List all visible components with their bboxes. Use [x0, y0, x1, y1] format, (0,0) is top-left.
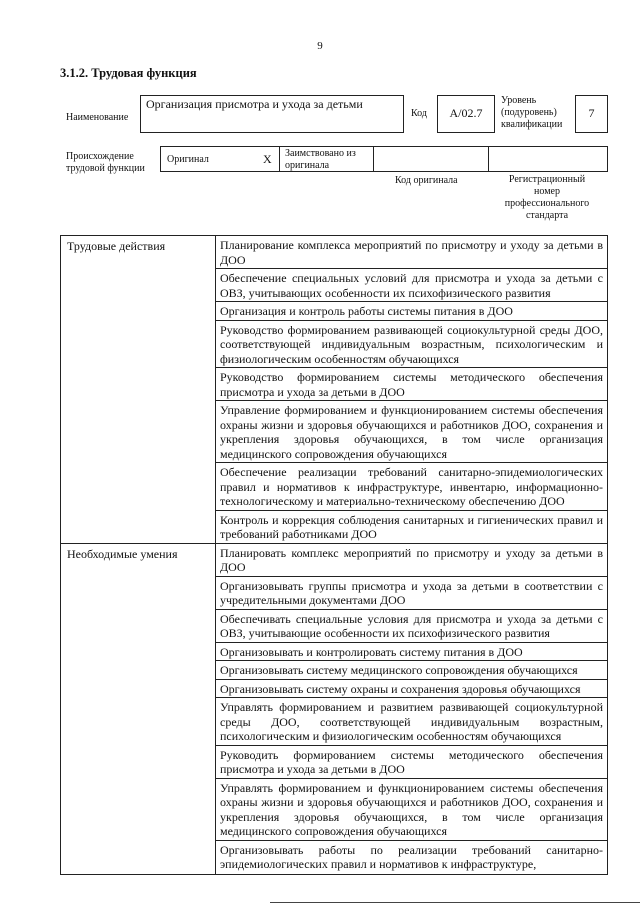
- labor-action-item: Руководство формированием системы методического обеспечения присмотра и ухода за детьми в ДОО: [216, 368, 607, 401]
- name-value: Организация присмотра и ухода за детьми: [146, 97, 363, 111]
- labor-action-item: Руководство формированием развивающей социокультурной среды ДОО, соответствующей индивидуальным возрастным, психологическим и физиологическим особенностям обучающихся: [216, 321, 607, 369]
- name-label: Наименование: [66, 112, 129, 123]
- level-label-line-1: Уровень: [501, 95, 537, 106]
- function-table: [60, 235, 608, 875]
- origin-table: [160, 146, 608, 172]
- labor-action-item: Планирование комплекса мероприятий по присмотру и уходу за детьми в ДОО: [216, 236, 607, 269]
- original-label: Оригинал: [167, 154, 209, 165]
- level-label-line-2: (подуровень): [501, 107, 557, 118]
- level-value: 7: [588, 106, 595, 120]
- origin-label-line-2: трудовой функции: [66, 163, 145, 174]
- original-cell: [161, 147, 280, 171]
- labor-actions-label: Трудовые действия: [61, 236, 216, 544]
- skill-item: Управлять формированием и функционированием системы обеспечения охраны жизни и здоровья обучающихся и работников ДОО, сохранения и укрепления здоровья обучающихся, в том числе организация медицинского сопровождения обучающихся: [216, 779, 607, 841]
- skill-item: Планировать комплекс мероприятий по присмотру и уходу за детьми в ДОО: [216, 544, 607, 577]
- required-skills-label: Необходимые умения: [61, 543, 216, 874]
- scan-edge-line: [270, 902, 640, 903]
- reg-caption-line-4: стандарта: [525, 210, 569, 221]
- skill-item: Организовывать систему охраны и сохранения здоровья обучающихся: [216, 680, 607, 699]
- code-original-caption: Код оригинала: [395, 175, 458, 186]
- level-label: [501, 95, 562, 131]
- section-heading: 3.1.2. Трудовая функция: [60, 66, 197, 80]
- borrowed-label-line-2: оригинала: [285, 160, 330, 171]
- code-box: [437, 95, 495, 133]
- labor-action-item: Контроль и коррекция соблюдения санитарных и гигиенических правил и требований работниками ДОО: [220, 512, 603, 541]
- original-mark: X: [263, 152, 272, 166]
- origin-divider-2: [488, 147, 489, 171]
- labor-action-item: Управление формированием и функционированием системы обеспечения охраны жизни и здоровья обучающихся и работников ДОО, сохранения и укрепления здоровья обучающихся, в том числе организация медицинского сопровождения обучающихся: [216, 401, 607, 463]
- skill-item: Руководить формированием системы методического обеспечения присмотра и ухода за детьми в ДОО: [216, 746, 607, 779]
- borrowed-label-line-1: Заимствовано из: [285, 148, 356, 159]
- origin-label: [66, 151, 145, 175]
- origin-label-line-1: Происхождение: [66, 151, 134, 162]
- reg-caption-line-3: профессионального: [504, 198, 590, 209]
- required-skills-row: [61, 543, 608, 874]
- skill-item: Управлять формированием и развитием развивающей социокультурной среды ДОО, соответствующей индивидуальным возрастным, психологическим и физиологическим особенностям обучающихся: [216, 698, 607, 746]
- reg-number-caption: [488, 174, 606, 222]
- borrowed-label: [285, 148, 369, 172]
- labor-actions-list: [216, 236, 608, 544]
- skill-item: Организовывать группы присмотра и ухода за детьми в соответствии с учредительными документами ДОО: [216, 577, 607, 610]
- labor-action-item: Обеспечение специальных условий для присмотра и ухода за детьми с ОВЗ, учитывающих особенности их психофизического развития: [216, 269, 607, 302]
- page-number: 9: [317, 40, 323, 52]
- origin-divider-1: [373, 147, 374, 171]
- labor-action-item: Организация и контроль работы системы питания в ДОО: [216, 302, 607, 321]
- reg-caption-line-1: Регистрационный: [508, 174, 586, 185]
- level-label-line-3: квалификации: [501, 119, 563, 130]
- required-skills-list: [216, 543, 608, 874]
- skill-item: Организовывать и контролировать систему питания в ДОО: [216, 643, 607, 662]
- labor-action-item: Обеспечение реализации требований санитарно-эпидемиологических правил и нормативов к инфраструктуре, инвентарю, информационно-технологическому и материально-техническому обеспечению ДОО: [216, 463, 607, 511]
- level-box: [575, 95, 608, 133]
- name-box: [140, 95, 404, 133]
- code-value: A/02.7: [449, 106, 483, 120]
- reg-caption-line-2: номер: [534, 186, 560, 197]
- skill-item: Обеспечивать специальные условия для присмотра и ухода за детьми с ОВЗ, учитывающие особенности их психофизического развития: [216, 610, 607, 643]
- skill-item: Организовывать работы по реализации требований санитарно-эпидемиологических правил и нормативов к инфраструктуре,: [220, 842, 603, 871]
- skill-item: Организовывать систему медицинского сопровождения обучающихся: [216, 661, 607, 680]
- code-label: Код: [411, 108, 427, 119]
- labor-actions-row: [61, 236, 608, 544]
